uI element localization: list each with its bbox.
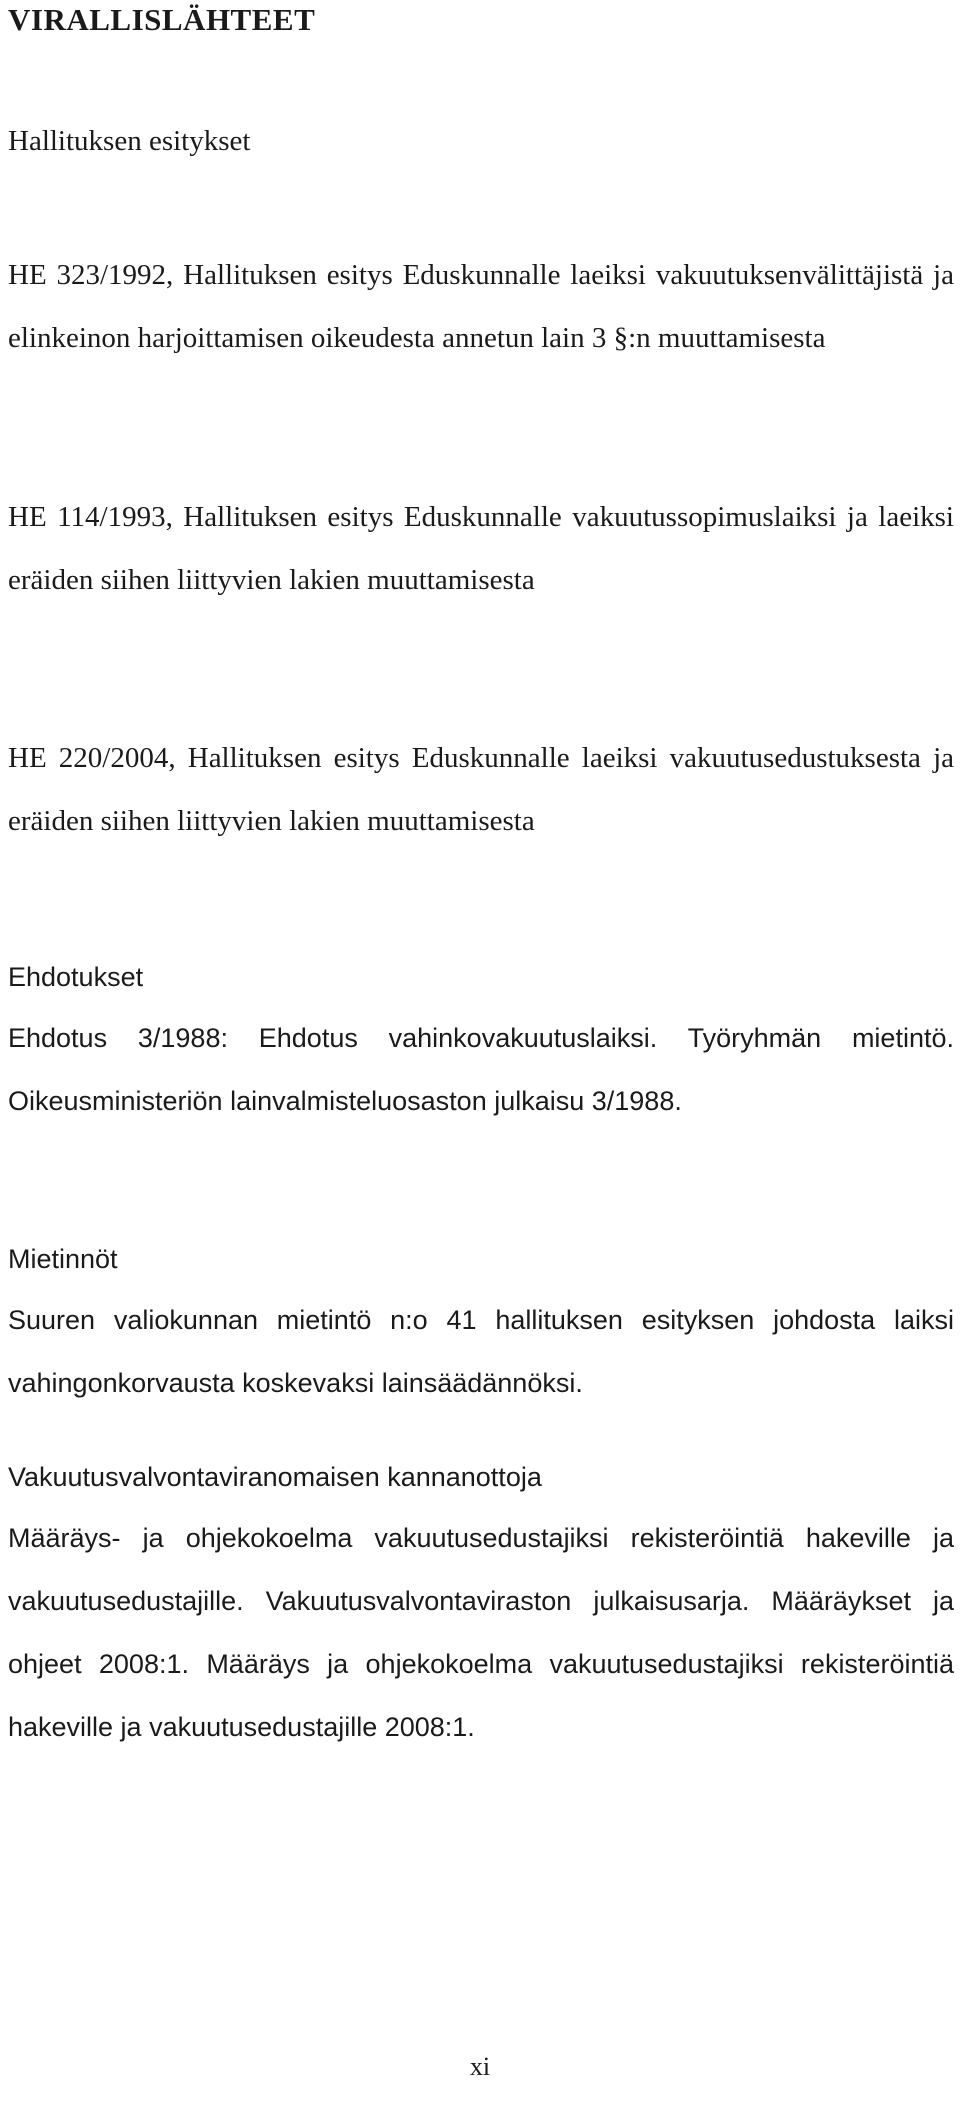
entry-suuren-valiokunnan-mietinto: Suuren valiokunnan mietintö n:o 41 hallituksen esityksen johdosta laiksi vahingonkorvausta koskevaksi lainsäädännöksi. bbox=[8, 1305, 954, 1398]
entry-maarays-ja-ohjekokoelma: Määräys- ja ohjekokoelma vakuutusedustajiksi rekisteröintiä hakeville ja vakuutusedustajille. Vakuutusvalvontaviraston julkaisusarja. Määräykset ja ohjeet 2008:1. Määräys ja ohjekokoelma vakuutusedustajiksi rekisteröintiä hakeville ja vakuutusedustajille 2008:1. bbox=[8, 1523, 954, 1742]
page-heading: VIRALLISLÄHTEET bbox=[8, 2, 316, 37]
section-title-ehdotukset: Ehdotukset bbox=[8, 962, 144, 992]
page-number: xi bbox=[469, 2052, 491, 2081]
section-title-mietinnot: Mietinnöt bbox=[8, 1244, 118, 1274]
section-title-hallituksen-esitykset: Hallituksen esitykset bbox=[8, 125, 251, 157]
entry-he-220-2004: HE 220/2004, Hallituksen esitys Eduskunnalle laeiksi vakuutusedustuksesta ja eräiden siihen liittyvien lakien muuttamisesta bbox=[8, 742, 954, 837]
entry-he-114-1993: HE 114/1993, Hallituksen esitys Eduskunnalle vakuutussopimuslaiksi ja laeiksi eräiden siihen liittyvien lakien muuttamisesta bbox=[8, 501, 954, 596]
section-title-kannanottoja: Vakuutusvalvontaviranomaisen kannanottoja bbox=[8, 1462, 542, 1492]
entry-ehdotus-3-1988: Ehdotus 3/1988: Ehdotus vahinkovakuutuslaiksi. Työryhmän mietintö. Oikeusministeriön lainvalmisteluosaston julkaisu 3/1988. bbox=[8, 1023, 954, 1116]
entry-he-323-1992: HE 323/1992, Hallituksen esitys Eduskunnalle laeiksi vakuutuksenvälittäjistä ja elinkeinon harjoittamisen oikeudesta annetun lain 3 §:n muuttamisesta bbox=[8, 259, 954, 354]
